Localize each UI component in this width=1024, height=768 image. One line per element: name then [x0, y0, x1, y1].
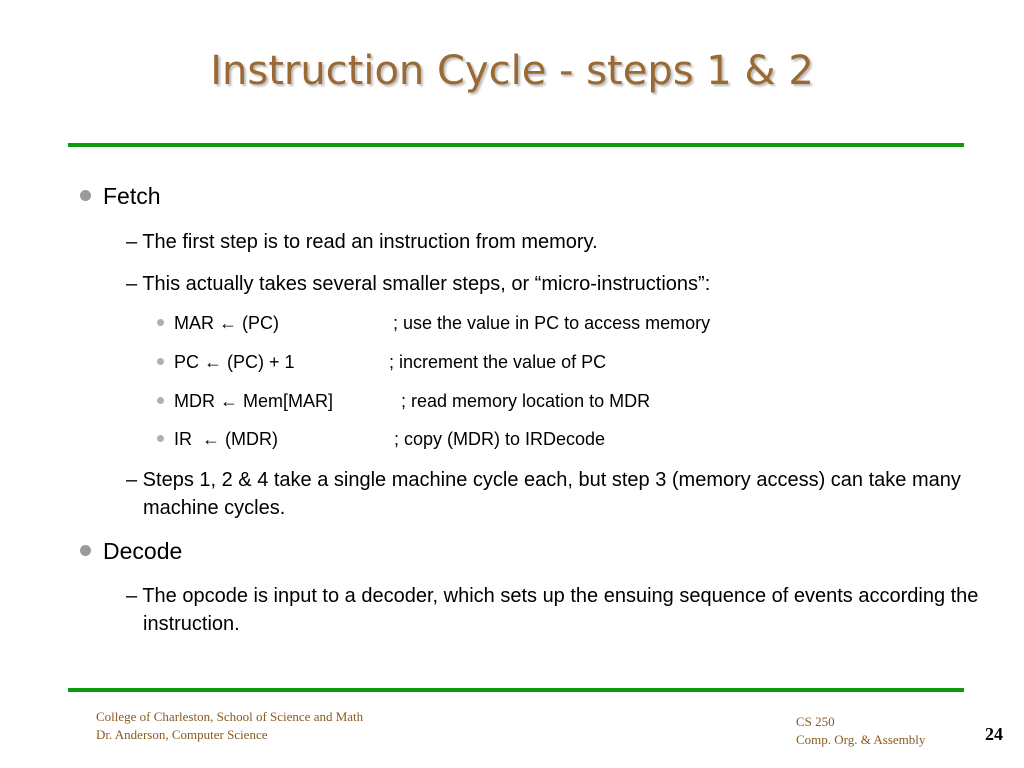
micro-comment: ; read memory location to MDR [401, 391, 651, 411]
footer-left [96, 708, 363, 744]
micro-step-1 [157, 313, 711, 334]
micro-step-2 [157, 352, 607, 373]
footer-course-name: Comp. Org. & Assembly [796, 732, 926, 747]
page-number: 24 [985, 724, 1003, 744]
micro-step-4 [157, 429, 606, 450]
micro-comment: ; increment the value of PC [389, 352, 607, 372]
bullet-dot-icon [157, 397, 164, 404]
decode-note: – The opcode is input to a decoder, which sets up the ensuing sequence of events according the instruction. [126, 585, 979, 635]
fetch-sub-1: – The first step is to read an instruction from memory. [126, 231, 598, 253]
footer-right [796, 713, 925, 749]
footer-author: Dr. Anderson, Computer Science [96, 727, 268, 742]
micro-step-3 [157, 391, 651, 412]
bullet-dot-icon [157, 319, 164, 326]
fetch-label: Fetch [103, 183, 161, 209]
bottom-divider [68, 688, 964, 692]
micro-code: PC ← (PC) + 1 [174, 352, 295, 372]
bullet-dot-icon [80, 545, 91, 556]
micro-code: MAR ← (PC) [174, 313, 279, 333]
bullet-dot-icon [157, 435, 164, 442]
footer-course: CS 250 [796, 714, 835, 729]
footer-institution: College of Charleston, School of Science and Math [96, 709, 364, 724]
bullet-dot-icon [80, 190, 91, 201]
decode-label: Decode [103, 538, 183, 564]
bullet-decode [80, 538, 182, 565]
bullet-fetch [80, 183, 161, 210]
micro-comment: ; use the value in PC to access memory [393, 313, 711, 333]
micro-code: MDR ← Mem[MAR] [174, 391, 333, 411]
bullet-dot-icon [157, 358, 164, 365]
micro-comment: ; copy (MDR) to IRDecode [394, 429, 606, 449]
fetch-sub-2: – This actually takes several smaller steps, or “micro-instructions”: [126, 273, 711, 295]
micro-code: IR ← (MDR) [174, 429, 278, 449]
fetch-note: – Steps 1, 2 & 4 take a single machine cycle each, but step 3 (memory access) can take many machine cycles. [126, 469, 961, 519]
slide-title: Instruction Cycle - steps 1 & 2 [210, 48, 814, 94]
